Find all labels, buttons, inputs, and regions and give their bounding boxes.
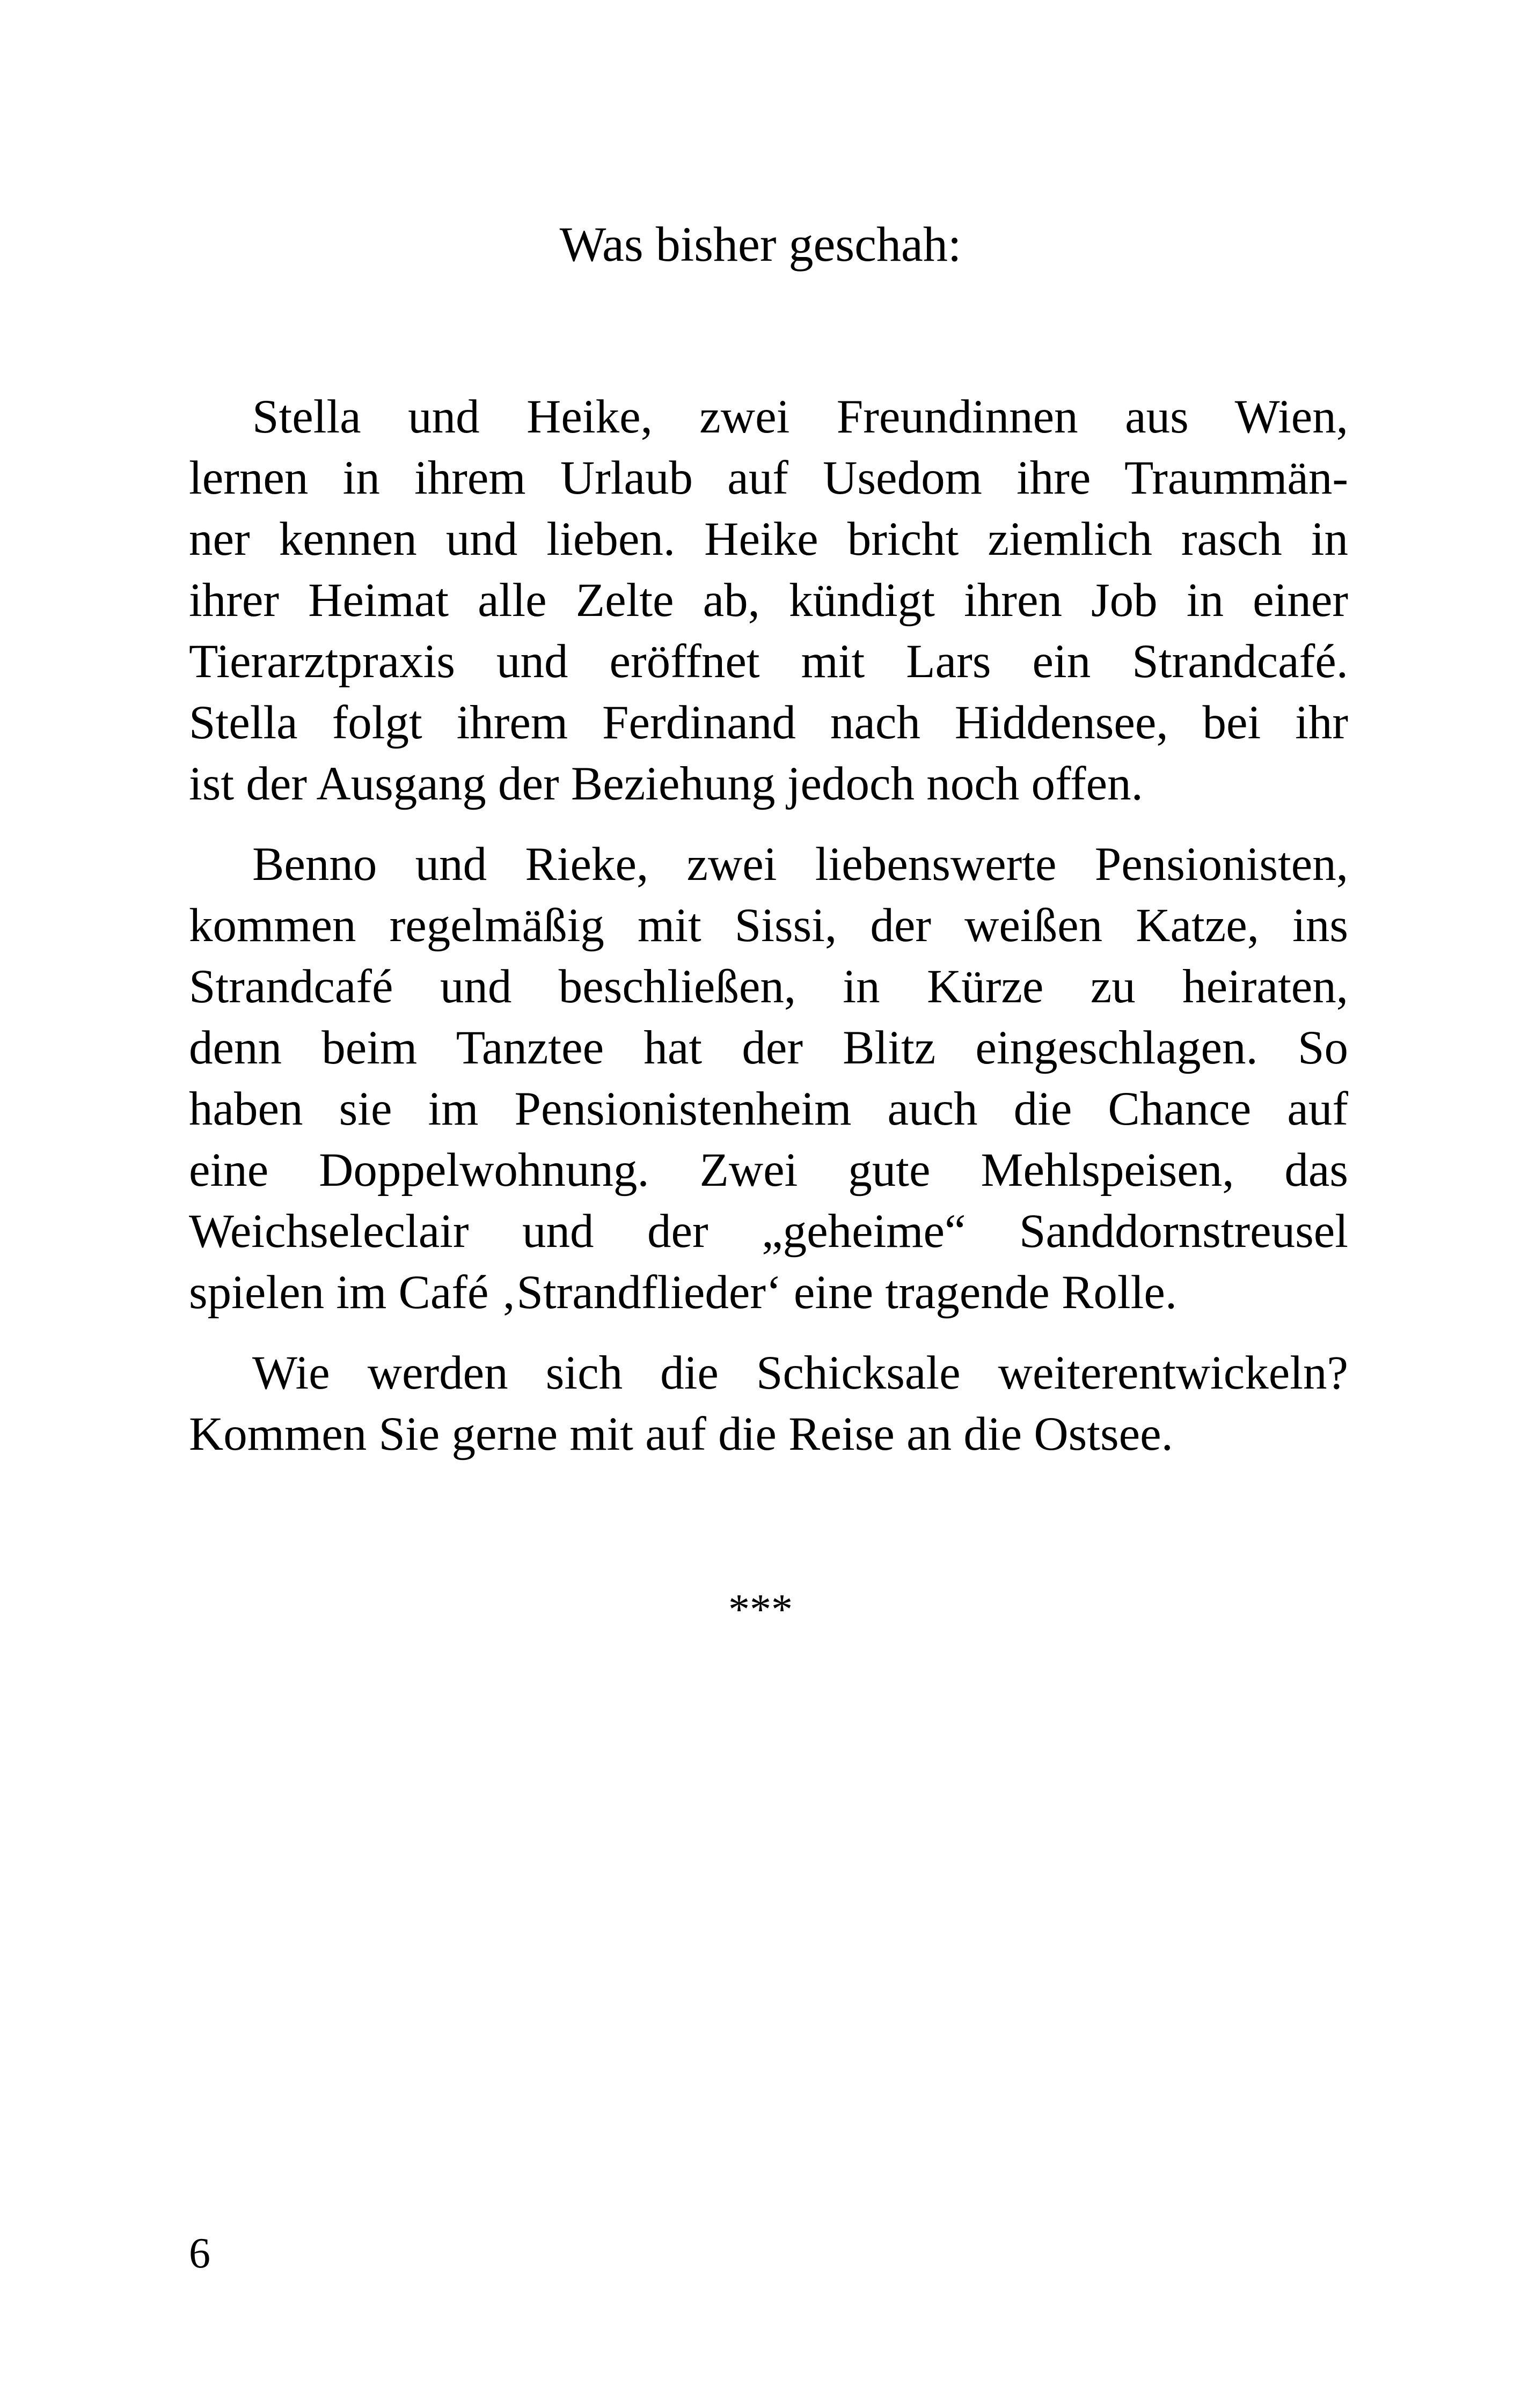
text-line: Wie werden sich die Schicksale weiterentwickeln?: [252, 1347, 1348, 1399]
text-line: spielen im Café ‚Strandflieder‘ eine tragende Rolle.: [189, 1266, 1178, 1319]
section-heading: Was bisher geschah:: [559, 217, 962, 271]
paragraph-3: [189, 1342, 1348, 1465]
text-line: Stella folgt ihrem Ferdinand nach Hiddensee, bei ihr: [189, 696, 1348, 749]
text-line: Benno und Rieke, zwei liebenswerte Pensionisten,: [252, 838, 1348, 891]
text-line: eine Doppelwohnung. Zwei gute Mehlspeisen, das: [189, 1144, 1348, 1196]
text-line: lernen in ihrem Urlaub auf Usedom ihre Traummän-: [189, 452, 1348, 504]
text-line: Tierarztpraxis und eröffnet mit Lars ein Strandcafé.: [189, 635, 1348, 688]
text-line: ist der Ausgang der Beziehung jedoch noch offen.: [189, 758, 1143, 810]
text-line: kommen regelmäßig mit Sissi, der weißen Katze, ins: [189, 899, 1348, 952]
body-text: [189, 386, 1348, 1484]
text-line: haben sie im Pensionistenheim auch die Chance auf: [189, 1083, 1348, 1135]
text-line: Stella und Heike, zwei Freundinnen aus Wien,: [252, 391, 1348, 443]
text-line: ner kennen und lieben. Heike bricht ziemlich rasch in: [189, 513, 1348, 566]
text-line: Weichseleclair und der „geheime“ Sanddornstreusel: [189, 1205, 1348, 1258]
page-number: 6: [189, 2230, 210, 2277]
paragraph-1: [189, 386, 1348, 814]
text-line: ihrer Heimat alle Zelte ab, kündigt ihren Job in einer: [189, 574, 1348, 627]
text-line: denn beim Tanztee hat der Blitz eingeschlagen. So: [189, 1022, 1348, 1074]
text-line: Kommen Sie gerne mit auf die Reise an die Ostsee.: [189, 1408, 1173, 1460]
section-separator: ***: [728, 1586, 793, 1633]
paragraph-2: [189, 834, 1348, 1323]
text-line: Strandcafé und beschließen, in Kürze zu heiraten,: [189, 960, 1348, 1013]
